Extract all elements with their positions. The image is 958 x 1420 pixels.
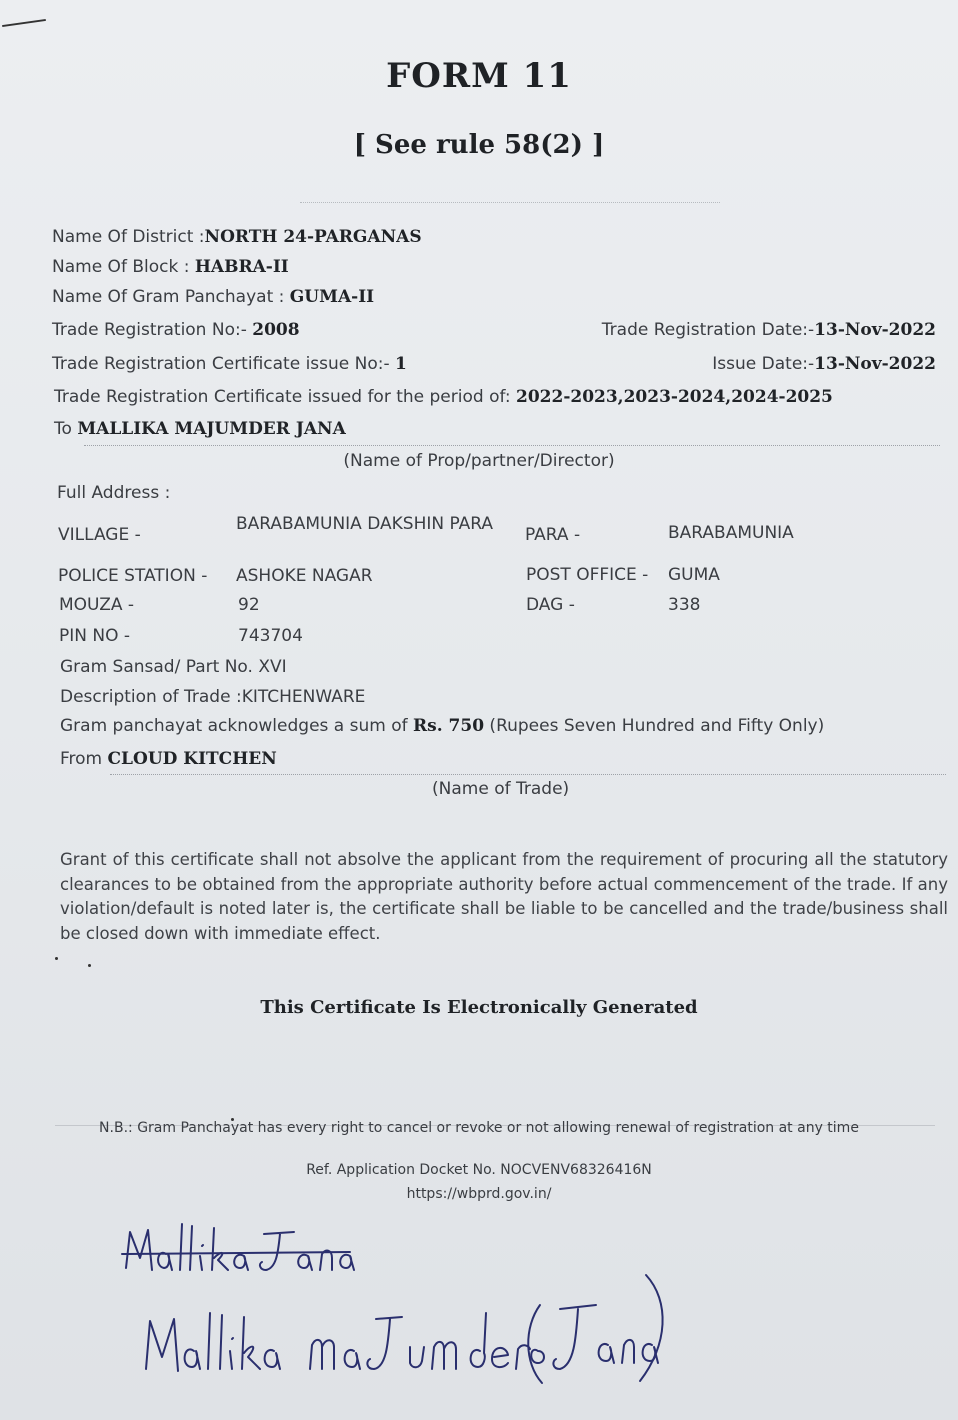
ink-speck xyxy=(55,957,58,960)
dag-value: 338 xyxy=(668,595,701,615)
issue-date-value: 13-Nov-2022 xyxy=(814,354,936,374)
electronic-generated-note: This Certificate Is Electronically Generated xyxy=(260,997,698,1018)
certificate-no-label: Trade Registration Certificate issue No:- xyxy=(52,354,396,374)
registration-no-row xyxy=(52,320,300,340)
post-office-value: GUMA xyxy=(668,565,720,585)
block-label: Name Of Block : xyxy=(52,257,195,277)
gram-panchayat-row xyxy=(52,287,374,307)
header-divider xyxy=(300,202,720,203)
recipient-label: To xyxy=(54,419,78,439)
trade-name-row xyxy=(60,749,277,769)
registration-no-value: 2008 xyxy=(252,320,300,340)
recipient-row xyxy=(54,419,346,439)
trade-underline xyxy=(110,774,946,775)
trade-description-row: Description of Trade :KITCHENWARE xyxy=(60,687,366,707)
registration-no-label: Trade Registration No:- xyxy=(52,320,253,340)
district-value: NORTH 24-PARGANAS xyxy=(204,227,422,247)
address-heading: Full Address : xyxy=(57,483,171,503)
issue-date-label: Issue Date:- xyxy=(712,354,815,374)
gram-panchayat-value: GUMA-II xyxy=(289,287,375,307)
pin-value: 743704 xyxy=(238,626,303,646)
period-value: 2022-2023,2023-2024,2024-2025 xyxy=(516,387,833,407)
trade-from-label: From xyxy=(60,749,108,769)
certificate-no-value: 1 xyxy=(395,354,407,374)
pin-label: PIN NO - xyxy=(59,626,131,646)
trade-name-value: CLOUD KITCHEN xyxy=(107,749,277,769)
district-row xyxy=(52,227,422,247)
para-value: BARABAMUNIA xyxy=(668,523,794,543)
police-station-label: POLICE STATION - xyxy=(58,566,208,586)
registration-date-value: 13-Nov-2022 xyxy=(814,320,936,340)
notice-paragraph: Grant of this certificate shall not absolve the applicant from the requirement of procuring all the statutory clearances to be obtained from the appropriate authority before actual commencement of the trade. If any violation/default is noted later is, the certificate shall be liable to be cancelled and the trade/business shall be closed down with immediate effect. xyxy=(60,850,948,943)
gram-sansad-row: Gram Sansad/ Part No. XVI xyxy=(60,657,287,677)
rule-reference: [ See rule 58(2) ] xyxy=(353,130,605,160)
village-value: BARABAMUNIA DAKSHIN PARA xyxy=(236,514,494,534)
prop-caption: (Name of Prop/partner/Director) xyxy=(343,451,615,471)
post-office-label: POST OFFICE - xyxy=(526,565,649,585)
registration-date-label: Trade Registration Date:- xyxy=(601,320,815,340)
recipient-value: MALLIKA MAJUMDER JANA xyxy=(77,419,346,439)
pen-stroke-mark xyxy=(2,19,46,27)
docket-reference: Ref. Application Docket No. NOCVENV68326416N xyxy=(306,1162,652,1178)
police-station-value: ASHOKE NAGAR xyxy=(236,566,373,586)
period-row xyxy=(54,387,833,407)
acknowledgement-amount: Rs. 750 xyxy=(413,716,485,736)
nb-notice: N.B.: Gram Panchayat has every right to cancel or revoke or not allowing renewal of registration at any time xyxy=(99,1120,859,1136)
recipient-underline xyxy=(84,445,940,446)
period-label: Trade Registration Certificate issued for the period of: xyxy=(54,387,516,407)
signature-mallika-majumder-jana xyxy=(140,1265,670,1385)
mouza-label: MOUZA - xyxy=(59,595,135,615)
acknowledgement-words: (Rupees Seven Hundred and Fifty Only) xyxy=(484,716,825,736)
block-value: HABRA-II xyxy=(194,257,289,277)
trade-caption: (Name of Trade) xyxy=(432,779,570,799)
issue-date-row xyxy=(712,354,936,374)
block-row xyxy=(52,257,289,277)
ink-speck xyxy=(88,964,91,967)
dag-label: DAG - xyxy=(526,595,575,615)
gram-panchayat-label: Name Of Gram Panchayat : xyxy=(52,287,290,307)
acknowledgement-row xyxy=(60,716,824,736)
website-url: https://wbprd.gov.in/ xyxy=(406,1186,552,1202)
village-label: VILLAGE - xyxy=(58,525,141,545)
district-label: Name Of District : xyxy=(52,227,205,247)
para-label: PARA - xyxy=(525,525,581,545)
acknowledgement-label: Gram panchayat acknowledges a sum of xyxy=(60,716,413,736)
certificate-no-row xyxy=(52,354,407,374)
registration-date-row xyxy=(602,320,936,340)
mouza-value: 92 xyxy=(238,595,260,615)
form-title: FORM 11 xyxy=(386,56,572,96)
